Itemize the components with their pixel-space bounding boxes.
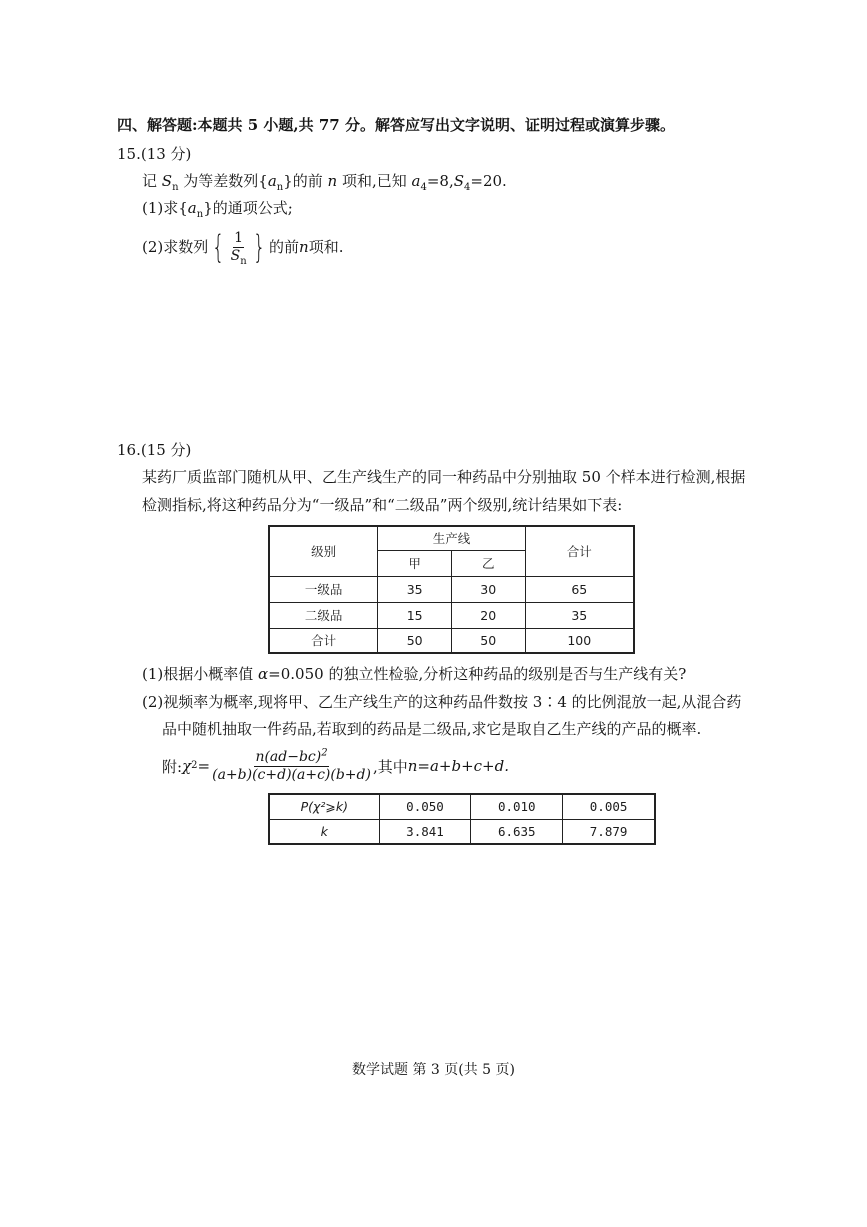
q15-number: 15.(13 分): [117, 145, 192, 163]
q16-stem-line1: 某药厂质监部门随机从甲、乙生产线生产的同一种药品中分别抽取 50 个样本进行检测,根据: [142, 468, 746, 486]
critical-value-table: [268, 793, 656, 845]
q15-part2: (2)求数列 { $\frac{1}{S_n}$ } 的前 n 项和.: [142, 228, 344, 267]
section-heading: 四、解答题:本题共 5 小题,共 77 分。解答应写出文字说明、证明过程或演算步骤。: [117, 116, 675, 134]
header-yi: 乙: [451, 550, 525, 576]
table-row: 一级品 35 30 65: [269, 576, 634, 602]
stats-table: [268, 525, 635, 654]
header-production-line: 生产线: [378, 526, 525, 550]
q16-number: 16.(15 分): [117, 441, 192, 459]
header-total: 合计: [525, 526, 634, 576]
page-footer: 数学试题 第 3 页(共 5 页): [352, 1062, 515, 1078]
chi-square-formula: 附: χ 2 = $\frac{n(ad-bc)^2}{(a+b)(c+d)(a+c)(b+d)}$ ,其中 n =a+b+c+d.: [162, 746, 509, 783]
header-level: 级别: [269, 526, 378, 576]
header-jia: 甲: [378, 550, 452, 576]
table-row: 二级品 15 20 35: [269, 602, 634, 628]
q16-part1: (1)根据小概率值 α=0.050 的独立性检验,分析这种药品的级别是否与生产线有关?: [142, 665, 687, 683]
table-row: 合计 50 50 100: [269, 628, 634, 653]
table-row: k 3.841 6.635 7.879: [269, 819, 655, 844]
q15-stem: 记 $S_n$ 为等差数列$\{a_n\}$的前 n 项和,已知 $a_4=8,S_4=20$.: [142, 172, 507, 193]
table-row: P(χ²⩾k) 0.050 0.010 0.005: [269, 794, 655, 819]
q16-part2-line2: 品中随机抽取一件药品,若取到的药品是二级品,求它是取自乙生产线的产品的概率.: [162, 720, 702, 738]
q16-part2-line1: (2)视频率为概率,现将甲、乙生产线生产的这种药品件数按 3∶4 的比例混放一起,从混合药: [142, 693, 742, 711]
q15-part1: (1)求$\{a_n\}$的通项公式;: [142, 199, 293, 220]
formula-fraction: $\frac{n(ad-bc)^2}{(a+b)(c+d)(a+c)(b+d)}$: [212, 746, 371, 783]
q16-stem-line2: 检测指标,将这种药品分为“一级品”和“二级品”两个级别,统计结果如下表:: [142, 496, 623, 514]
